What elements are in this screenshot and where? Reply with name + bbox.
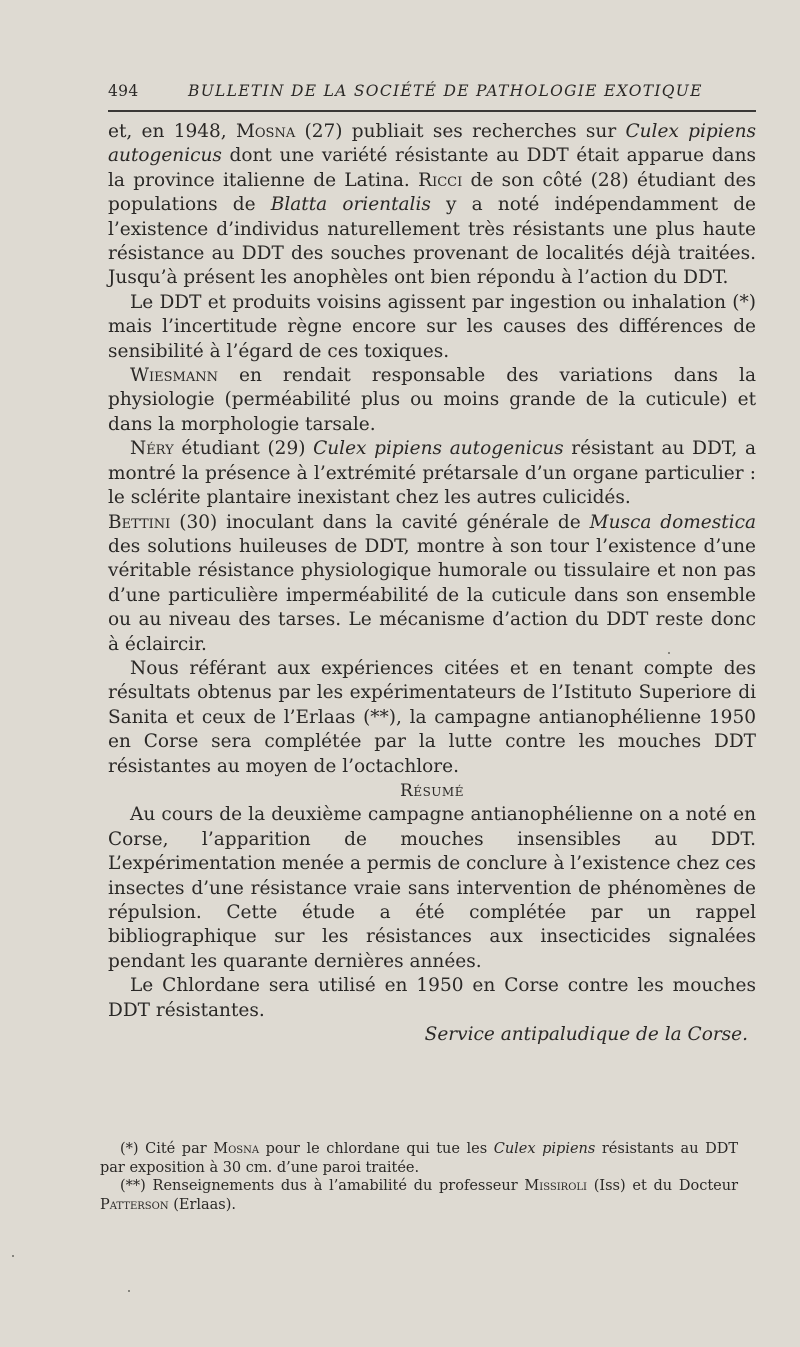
author-name: Mosna [213, 1141, 260, 1157]
species-name: Culex pipiens autogenicus [108, 121, 756, 167]
paragraph-ddt-action: Le DDT et produits voisins agissent par ingestion ou inhalation (*) mais l’incertitude règne encore sur les causes des différences de sensibilité à l’égard de ces toxiques. [108, 291, 756, 362]
page-number: 494 [108, 82, 139, 100]
author-name: Bettini [108, 511, 171, 533]
paragraph-wiesmann: Wiesmann en rendait responsable des variations dans la physiologie (perméabilité plus ou moins grande de la cuticule) et dans la morphologie tarsale. [108, 365, 756, 435]
species-name: Blatta orientalis [270, 194, 431, 216]
author-name: Patterson [100, 1196, 169, 1213]
journal-title: BULLETIN DE LA SOCIÉTÉ DE PATHOLOGIE EXOTIQUE [188, 82, 703, 100]
section-heading-resume: Résumé [400, 780, 464, 801]
paragraph-bettini: Bettini (30) inoculant dans la cavité générale de Musca domestica des solutions huileuses de DDT, montre à son tour l’existence d’une véritable résistance physiologique humorale ou tissulaire et non pas d’une particulière imperméabilité de la cuticule dans son ensemble ou au niveau des tarses. Le mécanisme d’action du DDT reste donc à éclaircir. [108, 511, 756, 655]
paragraph-mosna-ricci: et, en 1948, Mosna (27) publiait ses recherches sur Culex pipiens autogenicus dont une variété résistante au DDT était apparue dans la province italienne de Latina. Ricci de son côté (28) étudiant des populations de Blatta orientalis y a noté indépendamment de l’existence d’individus naturellement très résistants une plus haute résistance au DDT des souches provenant de localités déjà traitées. Jusqu’à présent les anophèles ont bien répondu à l’action du DDT. [108, 121, 757, 289]
paper-speck [12, 1255, 14, 1257]
species-name: Culex pipiens autogenicus [313, 438, 564, 460]
author-name: Néry [130, 438, 174, 460]
author-name: Mosna [235, 121, 296, 142]
body-text [108, 120, 756, 1047]
paragraph-conclusion: Nous référant aux expériences citées et en tenant compte des résultats obtenus par les expérimentateurs de l’Istituto Superiore di Sanita et ceux de l’Erlaas (**), la campagne antianophélienne 1950 en Corse sera complétée par la lutte contre les mouches DDT résistantes au moyen de l’octachlore. [108, 657, 756, 777]
footnotes [100, 1140, 738, 1214]
paragraph-nery: Néry étudiant (29) Culex pipiens autogenicus résistant au DDT, a montré la présence à l’extrémité prétarsale d’un organe particulier : le sclérite plantaire inexistant chez les autres culicidés. [108, 438, 756, 509]
footnote-1: (*) Cité par Mosna pour le chlordane qui tue les Culex pipiens résistants au DDT par exposition à 30 cm. d’une paroi traitée. [100, 1141, 739, 1176]
author-name: Wiesmann [130, 365, 218, 387]
signature: Service antipaludique de la Corse. [424, 1024, 748, 1046]
footnote-2: (**) Renseignements dus à l’amabilité du professeur Missiroli (Iss) et du Docteur Patterson (Erlaas). [100, 1178, 738, 1213]
species-name: Musca domestica [589, 511, 756, 533]
header-rule [108, 110, 756, 112]
paper-speck [668, 652, 670, 654]
paper-speck [128, 1290, 130, 1292]
resume-paragraph-1: Au cours de la deuxième campagne antianophélienne on a noté en Corse, l’apparition de mouches insensibles au DDT. L’expérimentation menée a permis de conclure à l’existence chez ces insectes d’une résistance vraie sans intervention de phénomènes de répulsion. Cette étude a été complétée par un rappel bibliographique sur les résistances aux insecticides signalées pendant les quarante dernières années. [108, 804, 756, 972]
species-name: Culex pipiens [493, 1141, 596, 1157]
running-header [108, 82, 758, 108]
author-name: Missiroli [524, 1178, 587, 1194]
resume-paragraph-2: Le Chlordane sera utilisé en 1950 en Corse contre les mouches DDT résistantes. [108, 975, 756, 1021]
author-name: Ricci [418, 169, 463, 191]
